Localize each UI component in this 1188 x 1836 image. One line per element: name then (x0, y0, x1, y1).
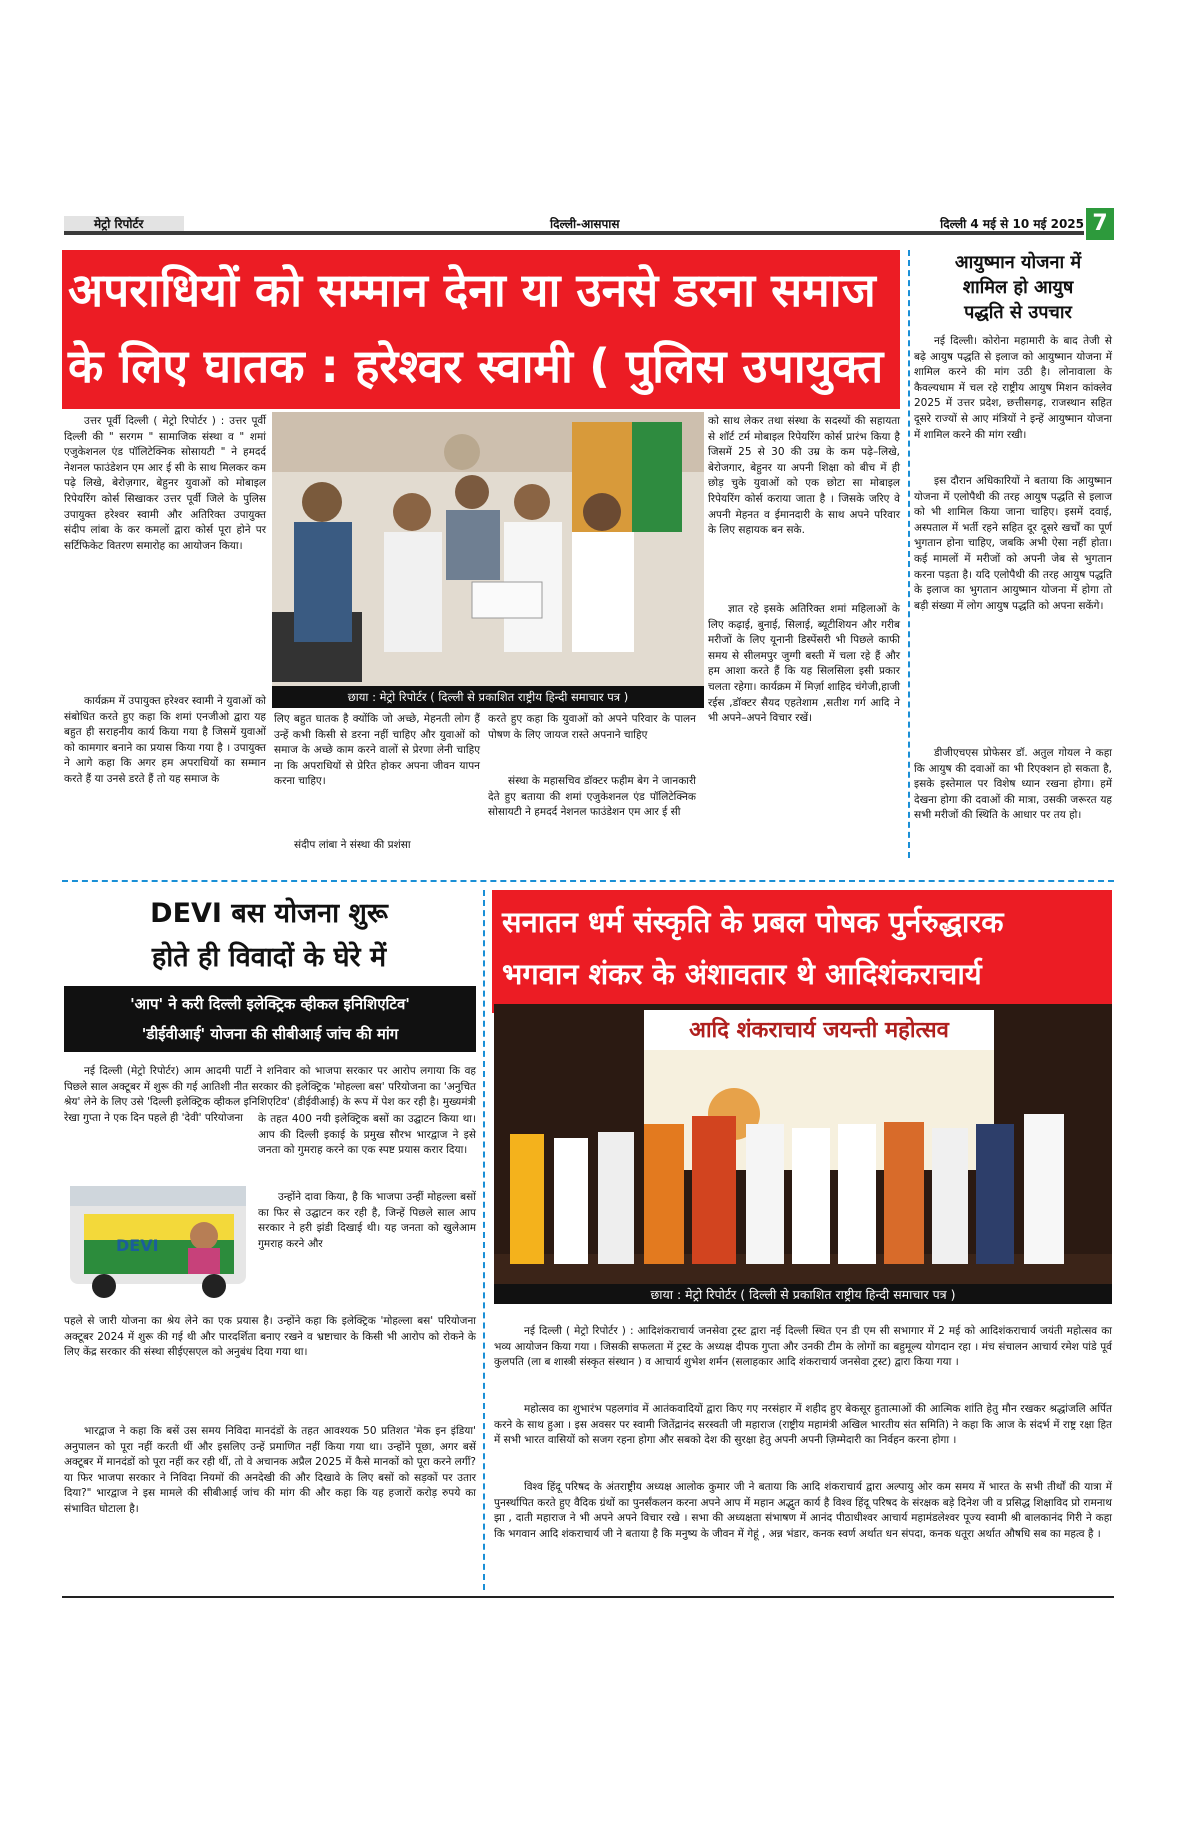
story3-headline-line2: भगवान शंकर के अंशावतार थे आदिशंकराचार्य (502, 957, 982, 991)
sidebar-para3: डीजीएचएस प्रोफेसर डॉ. अतुल गोयल ने कहा कि आयुष की दवाओं का भी रिएक्शन हो सकता है, इसके इस्तेमाल पर विशेष ध्यान रखना होगा। हमें देखना होगा की दवाओं की मात्रा, उसकी जरूरत यह सभी मरीजों की स्थिति के आधार पर तय हो। (914, 747, 1112, 822)
story1-col1: उत्तर पूर्वी दिल्ली ( मेट्रो रिपोर्टर ) : उत्तर पूर्वी दिल्ली की " सरगम " सामाजिक संस्था व " शमां एजुकेशनल एंड पॉलिटेक्निक सोसायटी " ने हमदर्द नेशनल फाउंडेशन एम आर ई सी के साथ मिलकर कम पढ़े लिखे, बेरोज़गार, बेहुनर युवाओं को मोबाइल रिपेयरिंग कोर्स सिखाकर उत्तर पूर्वी जिले के पुलिस उपायुक्त हरेश्वर स्वामी और अतिरिक्त उपायुक्त संदीप लांबा के कर कमलों द्वारा कोर्स पूरा होने पर सर्टिफिकेट वितरण समारोह का आयोजन किया। (64, 415, 266, 552)
story1-headline-line2: के लिए घातक : हरेश्वर स्वामी ( पुलिस उपायुक्त ) (68, 339, 921, 393)
sidebar-headline-line3: पद्धति से उपचार (964, 302, 1072, 323)
story1-photo (272, 412, 704, 708)
story1-col1b: कार्यक्रम में उपायुक्त हरेश्वर स्वामी ने युवाओं को संबोधित करते हुए कहा कि शमां एनजीओ द्वारा यह बहुत ही सराहनीय कार्य किया गया है जिसमें युवाओं को कामगार बनाने का प्रयास किया गया है । उपायुक्त ने आगे कहा कि अगर हम अपराधियों का सम्मान करते हैं या उनसे डरते हैं तो यह समाज के (64, 695, 266, 785)
story1-col2: लिए बहुत घातक है क्योंकि जो अच्छे, मेहनती लोग हैं उन्हें कभी किसी से डरना नहीं चाहिए और युवाओं को समाज के अच्छे काम करने वालों से प्रेरणा लेनी चाहिए ना कि अपराधियों से प्रेरित होकर अपना जीवन यापन करना चाहिए। (274, 713, 480, 788)
story2-subheadline (64, 986, 476, 1052)
story3-photo-caption: छाया : मेट्रो रिपोर्टर ( दिल्ली से प्रकाशित राष्ट्रीय हिन्दी समाचार पत्र ) (494, 1284, 1112, 1304)
bus-devi-text: DEVI (116, 1236, 159, 1255)
bottom-rule (62, 1596, 1114, 1598)
story1-col3b: संस्था के महासचिव डॉक्टर फहीम बेग ने जानकारी देते हुए बताया की शमां एजुकेशनल एंड पॉलिटेक्निक सोसायटी ने हमदर्द नेशनल फाउंडेशन एम आर ई सी (488, 775, 696, 819)
page-number: 7 (1086, 208, 1114, 240)
column-divider (908, 250, 910, 858)
story1-headline-line1: अपराधियों को सम्मान देना या उनसे डरना समाज (68, 263, 876, 317)
section-name: दिल्ली-आसपास (550, 217, 620, 231)
story3-photo-image (494, 1004, 1112, 1304)
story2-intro: नई दिल्ली (मेट्रो रिपोर्टर) आम आदमी पार्टी ने शनिवार को भाजपा सरकार पर आरोप लगाया कि वह पिछले साल अक्टूबर में शुरू की गई आतिशी नीत सरकार की इलेक्ट्रिक 'मोहल्ला बस' परियोजना का 'अनुचित श्रेय' लेने के लिए उसे 'दिल्ली इलेक्ट्रिक व्हीकल इनिशिएटिव' (डीईवीआई) के रूप में पेश कर रही है। मुख्यमंत्री रेखा गुप्ता ने एक दिन पहले ही 'देवी' परियोजना (64, 1065, 476, 1124)
sidebar-para2: इस दौरान अधिकारियों ने बताया कि आयुष्मान योजना में एलोपैथी की तरह आयुष पद्धति से इलाज को भी शामिल किया जाना चाहिए। इसमें दवाई, अस्पताल में भर्ती रहने सहित दूर दूसरे खर्चों का पूर्ण भुगतान होना चाहिए, जबकि अभी ऐसा नहीं होता। कई मामलों में मरीजों को अपनी जेब से भुगतान करना पड़ता है। यदि एलोपैथी की तरह आयुष पद्धति के इलाज का भुगतान आयुष्मान योजना में होगा तो बड़ी संख्या में लोग आयुष पद्धति को अपना सकेंगे। (914, 475, 1112, 612)
story1-photo-image (272, 412, 704, 708)
story2-headline-line1: DEVI बस योजना शुरू (150, 898, 388, 929)
story1-col3: करते हुए कहा कि युवाओं को अपने परिवार के पालन पोषण के लिए जायज रास्ते अपनाने चाहिए (488, 713, 696, 741)
story3-headline-line1: सनातन धर्म संस्कृति के प्रबल पोषक पुर्नरुद्धारक (502, 905, 1004, 939)
story1-col4: को साथ लेकर तथा संस्था के सदस्यों की सहायता से शॉर्ट टर्म मोबाइल रिपेयरिंग कोर्स प्रारंभ किया है जिसमें 25 से 30 की उम्र के कम पढ़े–लिखे, बेरोजगार, बेहुनर या अपनी शिक्षा को बीच में ही छोड़ चुके युवाओं को एक छोटा सा मोबाइल रिपेयरिंग कोर्स कराया जाता है । जिसके जरिए वे अपनी मेहनत व ईमानदारी के साथ अपने परिवार के लिए सहायक बन सके. (708, 415, 900, 537)
paper-name: मेट्रो रिपोर्टर (64, 216, 184, 233)
sidebar-para1: नई दिल्ली। कोरोना महामारी के बाद तेजी से बढ़े आयुष पद्धति से इलाज को आयुष्मान योजना में शामिल करने की मांग उठी है। लोनावाला के कैवल्यधाम में चल रहे राष्ट्रीय आयुष मिशन कांक्लेव 2025 में उत्तर प्रदेश, छत्तीसगढ़, राजस्थान सहित दूसरे राज्यों से आए मंत्रियों ने इन्हें आयुष्मान योजना में शामिल करने की मांग रखी। (914, 335, 1112, 441)
story3-photo (494, 1004, 1112, 1304)
column-divider-lower (483, 890, 485, 1590)
story2-para3: भारद्वाज ने कहा कि बसें उस समय निविदा मानदंडों के तहत आवश्यक 50 प्रतिशत 'मेक इन इंडिया' अनुपालन को पूरा नहीं करती थीं और इसलिए उन्हें प्रमाणित नहीं किया गया था। उन्होंने पूछा, अगर बसें अक्टूबर में मानदंडों को पूरा नहीं कर रही थीं, तो वे अचानक अप्रैल 2025 में कैसे मानकों को पूरा करने लगीं? या फिर भाजपा सरकार ने निविदा नियमों की अनदेखी की और दिखावे के लिए बसों को सड़कों पर उतार दिया?" भारद्वाज ने इस मामले की सीबीआई जांच की मांग की और कहा कि यह हजारों करोड़ रुपये का संभावित घोटाला है। (64, 1425, 476, 1515)
story2-bus-photo (64, 1160, 246, 1308)
story2-below-img: पहले से जारी योजना का श्रेय लेने का एक प्रयास है। उन्होंने कहा कि इलेक्ट्रिक 'मोहल्ला बस' परियोजना अक्टूबर 2024 में शुरू की गई थी और पारदर्शिता बनाए रखने व भ्रष्टाचार के किसी भी आरोप को रोकने के लिए केंद्र सरकार की संस्था सीईएसएल को अनुबंध दिया गया था। (64, 1315, 476, 1359)
sidebar-headline-line2: शामिल हो आयुष (962, 277, 1074, 298)
story2-beside-img: के तहत 400 नयी इलेक्ट्रिक बसों का उद्घाटन किया था। आप की दिल्ली इकाई के प्रमुख सौरभ भारद्वाज ने इसे जनता को गुमराह करने का एक स्पष्ट प्रयास करार दिया। (258, 1113, 476, 1157)
story3-para3: विश्व हिंदू परिषद के अंतराष्ट्रीय अध्यक्ष आलोक कुमार जी ने बताया कि आदि शंकराचार्य द्वारा अल्पायु ओर कम समय में भारत के सभी तीर्थों की यात्रा में पुनर्स्थापित करते हुए वैदिक ग्रंथों का पुनर्संकलन करना अपने आप में महान अद्भुत कार्य है विश्व हिंदू परिषद के संरक्षक बड़े दिनेश जी व प्रसिद्ध शिक्षाविद प्रो रामनाथ झा , दाती महाराज ने भी अपने अपने विचार रखे । सभा की अध्यक्षता संभाषण में आनंद पीठाधीश्वर आचार्य महामंडलेश्वर पूज्य स्वामी श्री बालकानंद गिरी ने कहा कि भगवान आदि शंकराचार्य जी ने बताया है कि मनुष्य के जीवन में गेहूं , अन्न भंडार, कनक स्वर्ण अर्थात धन संपदा, कनक धतूरा अर्थात औषधि सब का महत्व है । (494, 1481, 1112, 1540)
header-rule (64, 231, 1084, 235)
story2-sub-line1: 'आप' ने करी दिल्ली इलेक्ट्रिक व्हीकल इनिशिएटिव' (130, 995, 410, 1013)
sidebar-headline (920, 250, 1116, 325)
story3-para2: महोत्सव का शुभारंभ पहलगांव में आतंकवादियों द्वारा किए गए नरसंहार में शहीद हुए बेकसूर हुतात्माओं की आत्मिक शांति हेतु मौन रखकर श्रद्धांजलि अर्पित करने के साथ हुआ । इस अवसर पर स्वामी जितेंद्रानंद सरस्वती जी महाराज (राष्ट्रीय महामंत्री अखिल भारतीय संत समिति) ने कहा कि आज के संदर्भ में राष्ट्र रक्षा हित में सभी भारत वासियों को सजग रहना होगा और सबको देश की सुरक्षा हेतु अपनी अपनी ज़िम्मेदारी का निर्वहन करना होगा । (494, 1403, 1112, 1447)
story2-headline (62, 892, 476, 980)
story1-headline (62, 250, 921, 409)
story2-headline-line2: होते ही विवादों के घेरे में (151, 942, 387, 973)
sidebar-headline-line1: आयुष्मान योजना में (954, 252, 1082, 273)
story1-photo-caption: छाया : मेट्रो रिपोर्टर ( दिल्ली से प्रकाशित राष्ट्रीय हिन्दी समाचार पत्र ) (272, 686, 704, 708)
story3-para1: नई दिल्ली ( मेट्रो रिपोर्टर ) : आदिशंकराचार्य जनसेवा ट्रस्ट द्वारा नई दिल्ली स्थित एन डी एम सी सभागार में 2 मई को आदिशंकराचार्य जयंती महोत्सव का भव्य आयोजन किया गया । जिसकी सफलता में ट्रस्ट के अध्यक्ष दीपक गुप्ता और उनकी टीम के लोगों का बहुमूल्य योगदान रहा । मंच संचालन आचार्य रमेश पांडे पूर्व कुलपति (ला ब शास्त्री संस्कृत संस्थान ) व आचार्य शुभेश शर्मन (सलाहकार आदि शंकराचार्य जनसेवा ट्रस्ट) द्वारा किया गया । (494, 1325, 1112, 1369)
story1-col2b: संदीप लांबा ने संस्था की प्रशंसा (294, 839, 411, 851)
event-banner-text: आदि शंकराचार्य जयन्ती महोत्सव (689, 1018, 949, 1043)
story2-beside-img2: उन्होंने दावा किया, है कि भाजपा उन्हीं मोहल्ला बसों का फिर से उद्घाटन कर रही है, जिन्हें पिछले साल आप सरकार ने हरी झंडी दिखाई थी। यह जनता को खुलेआम गुमराह करने और (258, 1191, 476, 1250)
bus-image (64, 1160, 246, 1308)
section-divider (62, 880, 1114, 882)
story1-col4b: ज्ञात रहे इसके अतिरिक्त शमां महिलाओं के लिए कढ़ाई, बुनाई, सिलाई, ब्यूटीशियन और गरीब मरीजों के लिए यूनानी डिस्पेंसरी भी पिछले काफी समय से सीलमपुर जुग्गी बस्ती में चला रहे हैं और हम आशा करते हैं कि यह सिलसिला इसी प्रकार चलता रहेगा। कार्यक्रम में मिर्ज़ा शाहिद चंगेजी,हाजी रईस ,डॉक्टर सैयद एहतेशाम ,सतीश गर्ग आदि ने भी अपने–अपने विचार रखें। (708, 603, 900, 725)
story3-headline (492, 890, 1112, 1013)
dateline: दिल्ली 4 मई से 10 मई 2025 (940, 217, 1084, 231)
story2-sub-line2: 'डीईवीआई' योजना की सीबीआई जांच की मांग (141, 1025, 399, 1043)
